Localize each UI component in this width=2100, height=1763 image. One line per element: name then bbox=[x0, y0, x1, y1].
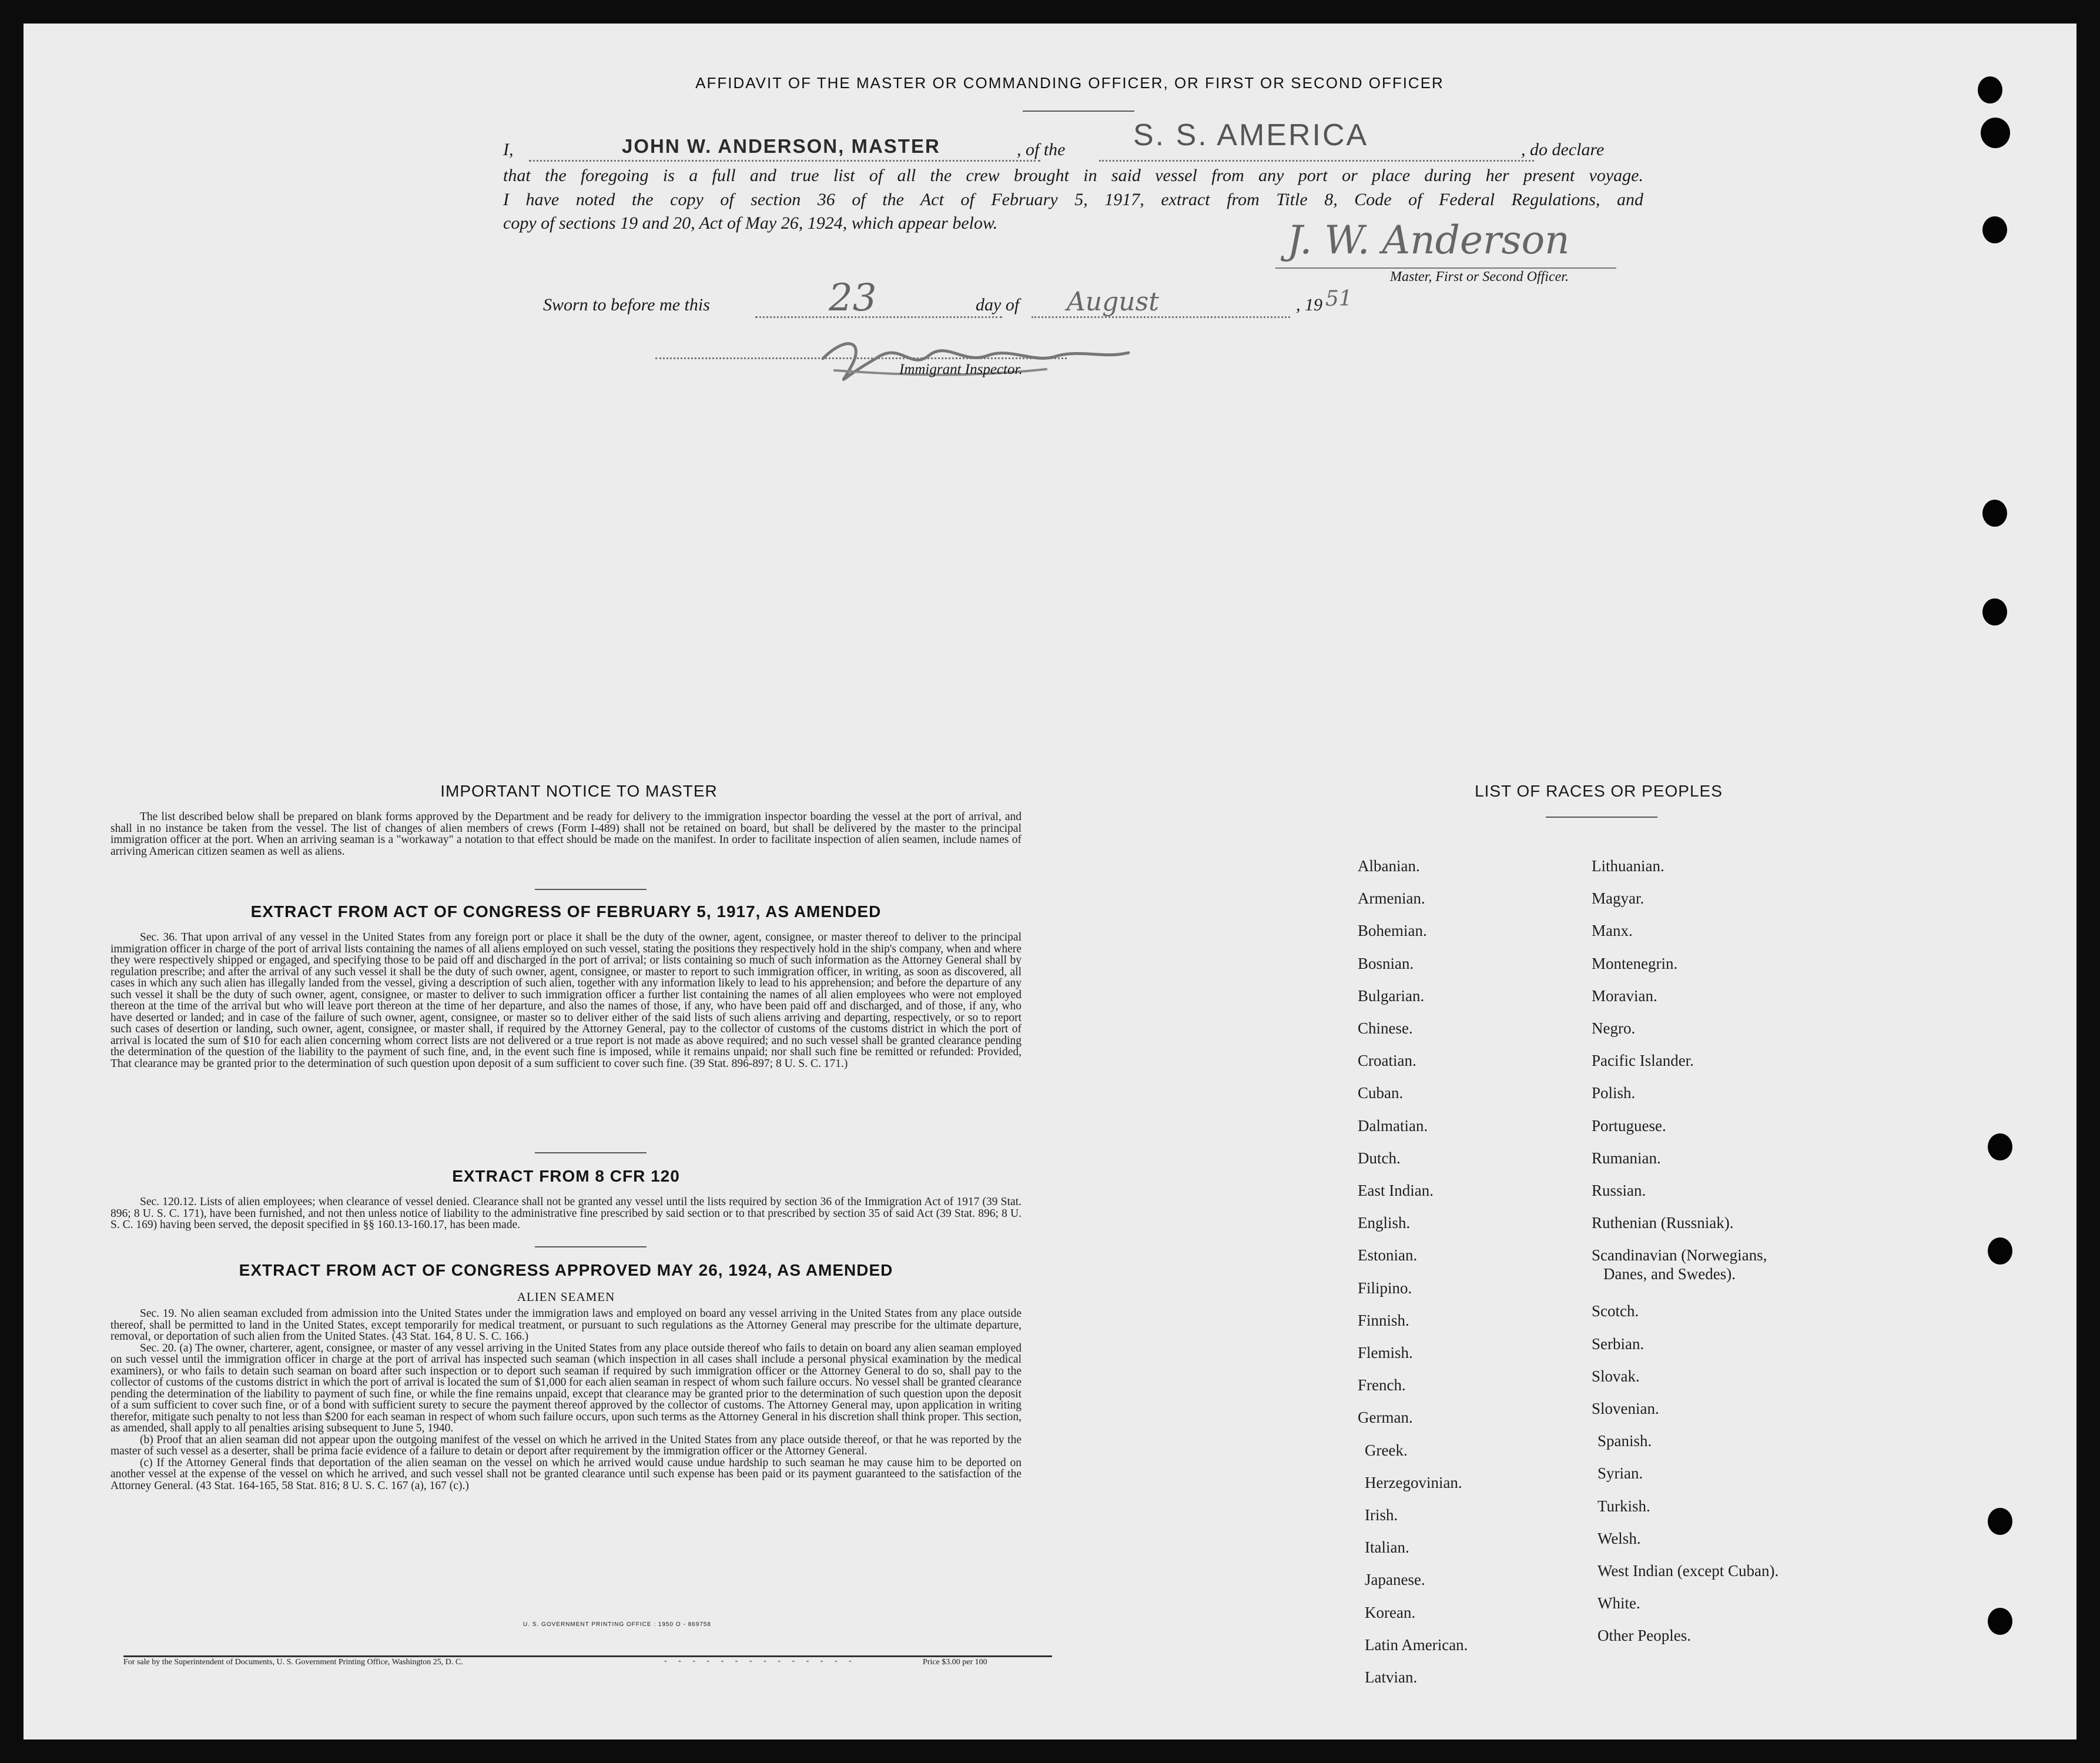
extract-1917-heading: EXTRACT FROM ACT OF CONGRESS OF FEBRUARY 5, 1917, AS AMENDED bbox=[250, 902, 882, 921]
race-item: English. bbox=[1358, 1214, 1411, 1232]
vessel-name-field: S. S. AMERICA bbox=[1133, 118, 1369, 152]
section-rule bbox=[535, 1152, 647, 1153]
section-rule bbox=[535, 889, 647, 890]
race-item: Finnish. bbox=[1358, 1311, 1409, 1329]
race-item: Dalmatian. bbox=[1358, 1116, 1428, 1135]
race-item: Albanian. bbox=[1358, 857, 1420, 875]
inspector-signature-icon bbox=[811, 323, 1140, 388]
race-item: Rumanian. bbox=[1592, 1149, 1661, 1167]
race-item: Flemish. bbox=[1358, 1344, 1413, 1361]
race-item: West Indian (except Cuban). bbox=[1597, 1562, 1779, 1580]
race-item: Bulgarian. bbox=[1358, 986, 1425, 1005]
extract-1924-body bbox=[110, 1308, 1021, 1491]
race-item: Scandinavian (Norwegians, bbox=[1592, 1246, 1767, 1264]
race-item: Turkish. bbox=[1597, 1497, 1650, 1515]
race-item: Serbian. bbox=[1592, 1334, 1645, 1353]
race-item: Negro. bbox=[1592, 1019, 1636, 1037]
day-line bbox=[755, 316, 1002, 318]
affidavit-text-line: copy of sections 19 and 20, Act of May 26, 1924, which appear below. bbox=[503, 213, 998, 233]
races-heading: LIST OF RACES OR PEOPLES bbox=[1475, 782, 1723, 800]
race-item: Danes, and Swedes). bbox=[1603, 1265, 1736, 1283]
race-item: Korean. bbox=[1365, 1603, 1416, 1621]
extract-cfr-heading: EXTRACT FROM 8 CFR 120 bbox=[452, 1167, 680, 1185]
notice-heading: IMPORTANT NOTICE TO MASTER bbox=[440, 782, 718, 800]
master-name-line bbox=[529, 160, 1040, 162]
race-item: Bohemian. bbox=[1358, 922, 1427, 940]
race-item: French. bbox=[1358, 1376, 1406, 1394]
footer-rule bbox=[123, 1655, 1052, 1657]
race-item: Chinese. bbox=[1358, 1019, 1413, 1037]
race-item: Spanish. bbox=[1597, 1432, 1652, 1450]
race-item: Montenegrin. bbox=[1592, 954, 1678, 972]
race-item: Slovak. bbox=[1592, 1367, 1640, 1385]
binder-hole-icon bbox=[1988, 1237, 2012, 1264]
race-item: Armenian. bbox=[1358, 889, 1425, 908]
race-item: Filipino. bbox=[1358, 1279, 1412, 1297]
affidavit-title: AFFIDAVIT OF THE MASTER OR COMMANDING OFFICER, OR FIRST OR SECOND OFFICER bbox=[695, 74, 1444, 92]
extract-1924-subheading: ALIEN SEAMEN bbox=[517, 1290, 615, 1304]
signature-line bbox=[1275, 267, 1616, 269]
inspector-caption: Immigrant Inspector. bbox=[899, 362, 1023, 377]
affidavit-text-line: that the foregoing is a full and true list of all the crew brought in said vessel from any port or place during her present voyage. bbox=[503, 166, 1643, 185]
race-item: Croatian. bbox=[1358, 1052, 1416, 1070]
master-signature: J. W. Anderson bbox=[1287, 218, 1570, 263]
sec-20c-text: (c) If the Attorney General finds that deportation of the alien seaman on the vessel on which he arrived would cause undue hardship to such seaman he may cause him to be deported on another vessel at the expense of the vessel on which he arrived, and such vessel shall not be granted clearance until such expense has been paid or its payment guaranteed to the satisfaction of the Attorney General. (43 Stat. 164-165, 58 Stat. 816; 8 U. S. C. 167 (a), 167 (c).) bbox=[110, 1456, 1021, 1492]
inspector-line bbox=[655, 357, 1067, 359]
vessel-line bbox=[1099, 160, 1534, 162]
race-item: Syrian. bbox=[1597, 1464, 1643, 1483]
race-item: Portuguese. bbox=[1592, 1116, 1666, 1135]
master-name-field: JOHN W. ANDERSON, MASTER bbox=[622, 135, 940, 157]
year-field: 51 bbox=[1325, 287, 1352, 311]
affidavit-text-line: I have noted the copy of section 36 of the Act of February 5, 1917, extract from Title 8, Code of Federal Regulations, and bbox=[503, 190, 1643, 209]
year-label: , 19 bbox=[1296, 295, 1322, 315]
race-item: Latin American. bbox=[1365, 1635, 1468, 1654]
race-item: Greek. bbox=[1365, 1441, 1408, 1459]
race-item: White. bbox=[1597, 1594, 1640, 1613]
day-field: 23 bbox=[829, 276, 877, 320]
race-item: Russian. bbox=[1592, 1182, 1646, 1199]
sec-20b-text: (b) Proof that an alien seaman did not appear upon the outgoing manifest of the vessel on which he arrived in the United States from any place outside thereof, or that he was reported by the master of such vessel as a deserter, shall be prima facie evidence of a failure to detain or deport after requirement by the immigration officer or the Attorney General. bbox=[110, 1433, 1021, 1457]
sworn-label: Sworn to before me this bbox=[543, 295, 710, 315]
race-item: Bosnian. bbox=[1358, 954, 1414, 972]
binder-hole-icon bbox=[1982, 500, 2007, 527]
extract-1917-body: Sec. 36. That upon arrival of any vessel in the United States from any foreign port or place it shall be the duty of the owner, agent, consignee, or master thereof to deliver to the principal immigration officer in charge of the port of arrival lists containing the names of all aliens employed on such vessel, stating the positions they respectively hold in the ship's company, when and where they were respectively shipped or engaged, and specifying those to be paid off and discharged in the port of arrival; or lists containing so much of such information as the Attorney General shall by regulation prescribe; and after the arrival of any such vessel it shall be the duty of such owner, agent, consignee, or master to report to such immigration officer, in writing, as soon as discovered, all cases in which any such alien has illegally landed from the vessel, giving a description of such alien, together with any information likely to lead to his apprehension; and before the departure of any such vessel it shall be the duty of such owner, agent, consignee, or master to deliver to such immigration officer a further list containing the names of all alien employees who were not employed thereon at the time of the arrival but who will leave port thereon at the time of her departure, and also the names of those, if any, who have been paid off and discharged, and of those, if any, who have deserted or landed; and in case of the failure of such owner, agent, consignee, or master so to deliver either of the said lists of such aliens arriving and departing, respectively, or so to report such cases of desertion or landing, such owner, agent, consignee, or master shall, if required by the Attorney General, pay to the collector of customs of the customs district in which the port of arrival is located the sum of $10 for each alien concerning whom correct lists are not delivered or a true report is not made as above required; and no such vessel shall be granted clearance pending the determination of the question of the liability to the payment of such fine, and, in the event such fine is imposed, while it remains unpaid; nor shall such fine be remitted or refunded: Provided, That clearance may be granted prior to the determination of such question upon deposit of a sum sufficient to cover such fine. (39 Stat. 896-897; 8 U. S. C. 171.) bbox=[110, 931, 1021, 1070]
race-item: Manx. bbox=[1592, 922, 1633, 940]
race-item: Slovenian. bbox=[1592, 1400, 1659, 1417]
signature-caption: Master, First or Second Officer. bbox=[1390, 269, 1569, 285]
do-declare-label: , do declare bbox=[1521, 140, 1605, 159]
price-note: Price $3.00 per 100 bbox=[923, 1658, 987, 1667]
of-the-label: , of the bbox=[1017, 140, 1066, 159]
race-item: Cuban. bbox=[1358, 1084, 1404, 1102]
race-item: Pacific Islander. bbox=[1592, 1052, 1694, 1070]
day-of-label: day of bbox=[976, 295, 1020, 315]
extract-1924-heading: EXTRACT FROM ACT OF CONGRESS APPROVED MAY 26, 1924, AS AMENDED bbox=[239, 1261, 893, 1279]
sec-19-text: Sec. 19. No alien seaman excluded from admission into the United States under the immigration laws and employed on board any vessel arriving in the United States from any place outside thereof, shall be permitted to land in the United States, except temporarily for medical treatment, or pursuant to such regulations as the Attorney General may prescribe for the ultimate departure, removal, or deportation of such alien from the United States. (43 Stat. 164, 8 U. S. C. 166.) bbox=[110, 1307, 1021, 1343]
race-item: East Indian. bbox=[1358, 1182, 1434, 1199]
binder-hole-icon bbox=[1978, 76, 2002, 103]
sec-20a-text: Sec. 20. (a) The owner, charterer, agent, consignee, or master of any vessel arriving in the United States from any place outside thereof who fails to detain on board any alien seaman employed on such vessel until the immigration officer in charge at the port of arrival has inspected such seaman (which inspection in all cases shall include a personal physical examination by the medical examiners), or who fails to detain such seaman on board after such inspection or to deport such seaman if required by such immigration officer or the Attorney General to do so, shall pay to the collector of customs of the customs district in which the port of arrival is located the sum of $1,000 for each alien seaman in respect of whom such failure occurs. No vessel shall be granted clearance pending the determination of the liability to payment of such fine, or while the fine remains unpaid, except that clearance may be granted prior to the determination of such question upon the deposit of a sum sufficient to cover such fine, or of a bond with sufficient surety to secure the payment thereof approved by the collector of customs. The Attorney General may, upon application in writing therefor, mitigate such penalty to not less than $200 for each seaman in respect of whom such failure occurs, upon such terms as the Attorney General in his discretion shall think proper. This section, as amended, shall apply to all penalties arising subsequent to June 5, 1940. bbox=[110, 1342, 1021, 1434]
for-sale-note: For sale by the Superintendent of Documents, U. S. Government Printing Office, Washington 25, D. C. bbox=[123, 1658, 463, 1667]
race-item: Herzegovinian. bbox=[1365, 1473, 1462, 1491]
binder-hole-icon bbox=[1988, 1133, 2012, 1160]
title-rule bbox=[1023, 111, 1134, 112]
leader-dots: - - - - - - - - - - - - - - bbox=[664, 1657, 856, 1665]
binder-hole-icon bbox=[1982, 216, 2007, 243]
printing-office-note: U. S. GOVERNMENT PRINTING OFFICE : 1950 O - 869758 bbox=[523, 1621, 711, 1628]
race-item: Estonian. bbox=[1358, 1246, 1418, 1264]
binder-hole-icon bbox=[1982, 598, 2007, 625]
race-item: Other Peoples. bbox=[1597, 1627, 1691, 1645]
race-item: Lithuanian. bbox=[1592, 857, 1664, 875]
race-item: Welsh. bbox=[1597, 1529, 1641, 1547]
section-rule bbox=[535, 1246, 647, 1247]
race-item: Dutch. bbox=[1358, 1149, 1401, 1167]
race-item: Polish. bbox=[1592, 1084, 1636, 1102]
affidavit-lead: I, bbox=[503, 140, 514, 159]
race-item: Japanese. bbox=[1365, 1571, 1425, 1589]
document-page bbox=[24, 24, 2076, 1739]
month-field: August bbox=[1067, 287, 1159, 317]
race-item: Moravian. bbox=[1592, 986, 1657, 1005]
race-item: Magyar. bbox=[1592, 889, 1645, 908]
race-item: German. bbox=[1358, 1409, 1413, 1427]
binder-hole-icon bbox=[1981, 118, 2010, 148]
race-item: Italian. bbox=[1365, 1538, 1409, 1557]
binder-hole-icon bbox=[1988, 1508, 2012, 1535]
extract-cfr-body: Sec. 120.12. Lists of alien employees; when clearance of vessel denied. Clearance shall not be granted any vessel until the lists required by section 36 of the Immigration Act of 1917 (39 Stat. 896; 8 U. S. C. 171), have been furnished, and not then unless notice of liability to the administrative fine prescribed by said section or to that prescribed by section 35 of said Act (39 Stat. 896; 8 U. S. C. 169) having been served, the deposit specified in §§ 160.13-160.17, has been made. bbox=[110, 1196, 1021, 1231]
race-item: Latvian. bbox=[1365, 1668, 1418, 1686]
race-item: Scotch. bbox=[1592, 1302, 1639, 1320]
race-item: Irish. bbox=[1365, 1506, 1398, 1524]
race-item: Ruthenian (Russniak). bbox=[1592, 1214, 1734, 1232]
notice-body: The list described below shall be prepared on blank forms approved by the Department and be ready for delivery to the immigration inspector boarding the vessel at the port of arrival, and shall in no instance be taken from the vessel. The list of changes of alien members of crews (Form I-489) shall not be retained on board, but shall be delivered by the master to the principal immigration officer at the port. When an arriving seaman is a "workaway" a notation to that effect should be made on the manifest. In order to facilitate inspection of alien seamen, include names of arriving American citizen seamen as well as aliens. bbox=[110, 811, 1021, 858]
binder-hole-icon bbox=[1988, 1608, 2012, 1635]
races-rule bbox=[1546, 817, 1657, 818]
